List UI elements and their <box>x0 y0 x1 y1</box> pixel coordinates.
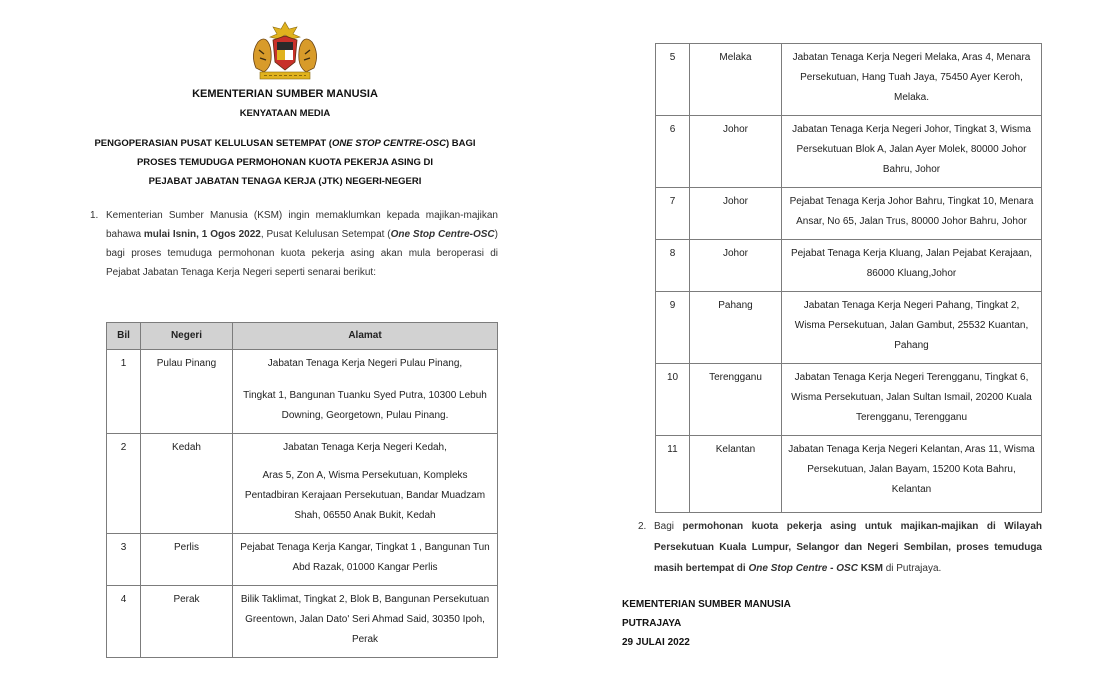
alamat-cell: Jabatan Tenaga Kerja Negeri Kelantan, Aras 11, Wisma Persekutuan, Jalan Bayam, 15200 Kota Bahru, Kelantan <box>782 436 1042 513</box>
negeri-cell: Johor <box>690 188 782 240</box>
bil-cell: 9 <box>656 292 690 364</box>
alamat-cell: Pejabat Tenaga Kerja Kluang, Jalan Pejabat Kerajaan, 86000 Kluang,Johor <box>782 240 1042 292</box>
paragraph-2: 2. Bagi permohonan kuota pekerja asing untuk majikan-majikan di Wilayah Persekutuan Kuala Lumpur, Selangor dan Negeri Sembilan, proses temuduga masih bertempat di One Stop Centre - OSC KSM di Putrajaya. <box>638 521 1042 574</box>
media-statement-heading: KENYATAAN MEDIA <box>239 108 331 119</box>
document-title: PENGOPERASIAN PUSAT KELULUSAN SETEMPAT (ONE STOP CENTRE-OSC) BAGI PROSES TEMUDUGA PERMOHONAN KUOTA PEKERJA ASING DI PEJABAT JABATAN TENAGA KERJA (JTK) NEGERI-NEGERI <box>94 138 476 187</box>
alamat-cell: Jabatan Tenaga Kerja Negeri Johor, Tingkat 3, Wisma Persekutuan Blok A, Jalan Ayer Molek, 80000 Johor Bahru, Johor <box>782 116 1042 188</box>
bil-cell: 6 <box>656 116 690 188</box>
negeri-cell: Johor <box>690 116 782 188</box>
office-table-part-2 <box>655 43 1042 513</box>
column-header-bil: Bil <box>107 323 141 350</box>
negeri-cell: Kelantan <box>690 436 782 513</box>
alamat-cell: Pejabat Tenaga Kerja Johor Bahru, Tingkat 10, Menara Ansar, No 65, Jalan Trus, 80000 Johor Bahru, Johor <box>782 188 1042 240</box>
table-row <box>107 534 498 586</box>
alamat-cell: Jabatan Tenaga Kerja Negeri Melaka, Aras 4, Menara Persekutuan, Hang Tuah Jaya, 75450 Ayer Keroh, Melaka. <box>782 44 1042 116</box>
alamat-cell: Pejabat Tenaga Kerja Kangar, Tingkat 1 , Bangunan Tun Abd Razak, 01000 Kangar Perlis <box>233 534 498 586</box>
bil-cell: 2 <box>107 434 141 534</box>
column-header-negeri: Negeri <box>141 323 233 350</box>
column-header-alamat: Alamat <box>233 323 498 350</box>
table-row <box>107 434 498 534</box>
alamat-cell: Jabatan Tenaga Kerja Negeri Pahang, Tingkat 2, Wisma Persekutuan, Jalan Gambut, 25532 Kuantan, Pahang <box>782 292 1042 364</box>
negeri-cell: Johor <box>690 240 782 292</box>
ministry-heading: KEMENTERIAN SUMBER MANUSIA <box>192 88 378 100</box>
office-table-part-1 <box>106 322 498 658</box>
table-header-row <box>107 323 498 350</box>
table-row <box>656 240 1042 292</box>
negeri-cell: Pahang <box>690 292 782 364</box>
signature-block <box>622 595 791 652</box>
signature-ministry: KEMENTERIAN SUMBER MANUSIA <box>622 599 791 610</box>
alamat-cell: Jabatan Tenaga Kerja Negeri Kedah, Aras 5, Zon A, Wisma Persekutuan, Kompleks Pentadbiran Kerajaan Persekutuan, Bandar Muadzam Shah, 06550 Anak Bukit, Kedah <box>233 434 498 534</box>
crest-emblem-icon <box>244 20 326 82</box>
bil-cell: 10 <box>656 364 690 436</box>
negeri-cell: Kedah <box>141 434 233 534</box>
bil-cell: 11 <box>656 436 690 513</box>
bil-cell: 7 <box>656 188 690 240</box>
table-row <box>656 188 1042 240</box>
alamat-cell: Jabatan Tenaga Kerja Negeri Terengganu, Tingkat 6, Wisma Persekutuan, Jalan Sultan Ismail, 20200 Kuala Terengganu, Terengganu <box>782 364 1042 436</box>
alamat-cell: Bilik Taklimat, Tingkat 2, Blok B, Bangunan Persekutuan Greentown, Jalan Dato' Seri Ahmad Said, 30350 Ipoh, Perak <box>233 586 498 658</box>
negeri-cell: Perak <box>141 586 233 658</box>
paragraph-1: 1. Kementerian Sumber Manusia (KSM) ingin memaklumkan kepada majikan-majikan bahawa mulai Isnin, 1 Ogos 2022, Pusat Kelulusan Setempat (One Stop Centre-OSC) bagi proses temuduga permohonan kuota pekerja asing akan mula beroperasi di Pejabat Jabatan Tenaga Kerja Negeri seperti senarai berikut: <box>90 210 498 278</box>
bil-cell: 3 <box>107 534 141 586</box>
table-row <box>656 436 1042 513</box>
table-row <box>656 44 1042 116</box>
negeri-cell: Melaka <box>690 44 782 116</box>
negeri-cell: Pulau Pinang <box>141 350 233 434</box>
table-row <box>656 364 1042 436</box>
negeri-cell: Perlis <box>141 534 233 586</box>
bil-cell: 1 <box>107 350 141 434</box>
negeri-cell: Terengganu <box>690 364 782 436</box>
signature-date: 29 JULAI 2022 <box>622 637 690 648</box>
bil-cell: 5 <box>656 44 690 116</box>
table-row <box>656 292 1042 364</box>
table-row <box>107 586 498 658</box>
table-row <box>656 116 1042 188</box>
bil-cell: 8 <box>656 240 690 292</box>
alamat-cell: Jabatan Tenaga Kerja Negeri Pulau Pinang, Tingkat 1, Bangunan Tuanku Syed Putra, 10300 Lebuh Downing, Georgetown, Pulau Pinang. <box>233 350 498 434</box>
bil-cell: 4 <box>107 586 141 658</box>
table-row <box>107 350 498 434</box>
signature-place: PUTRAJAYA <box>622 618 682 629</box>
